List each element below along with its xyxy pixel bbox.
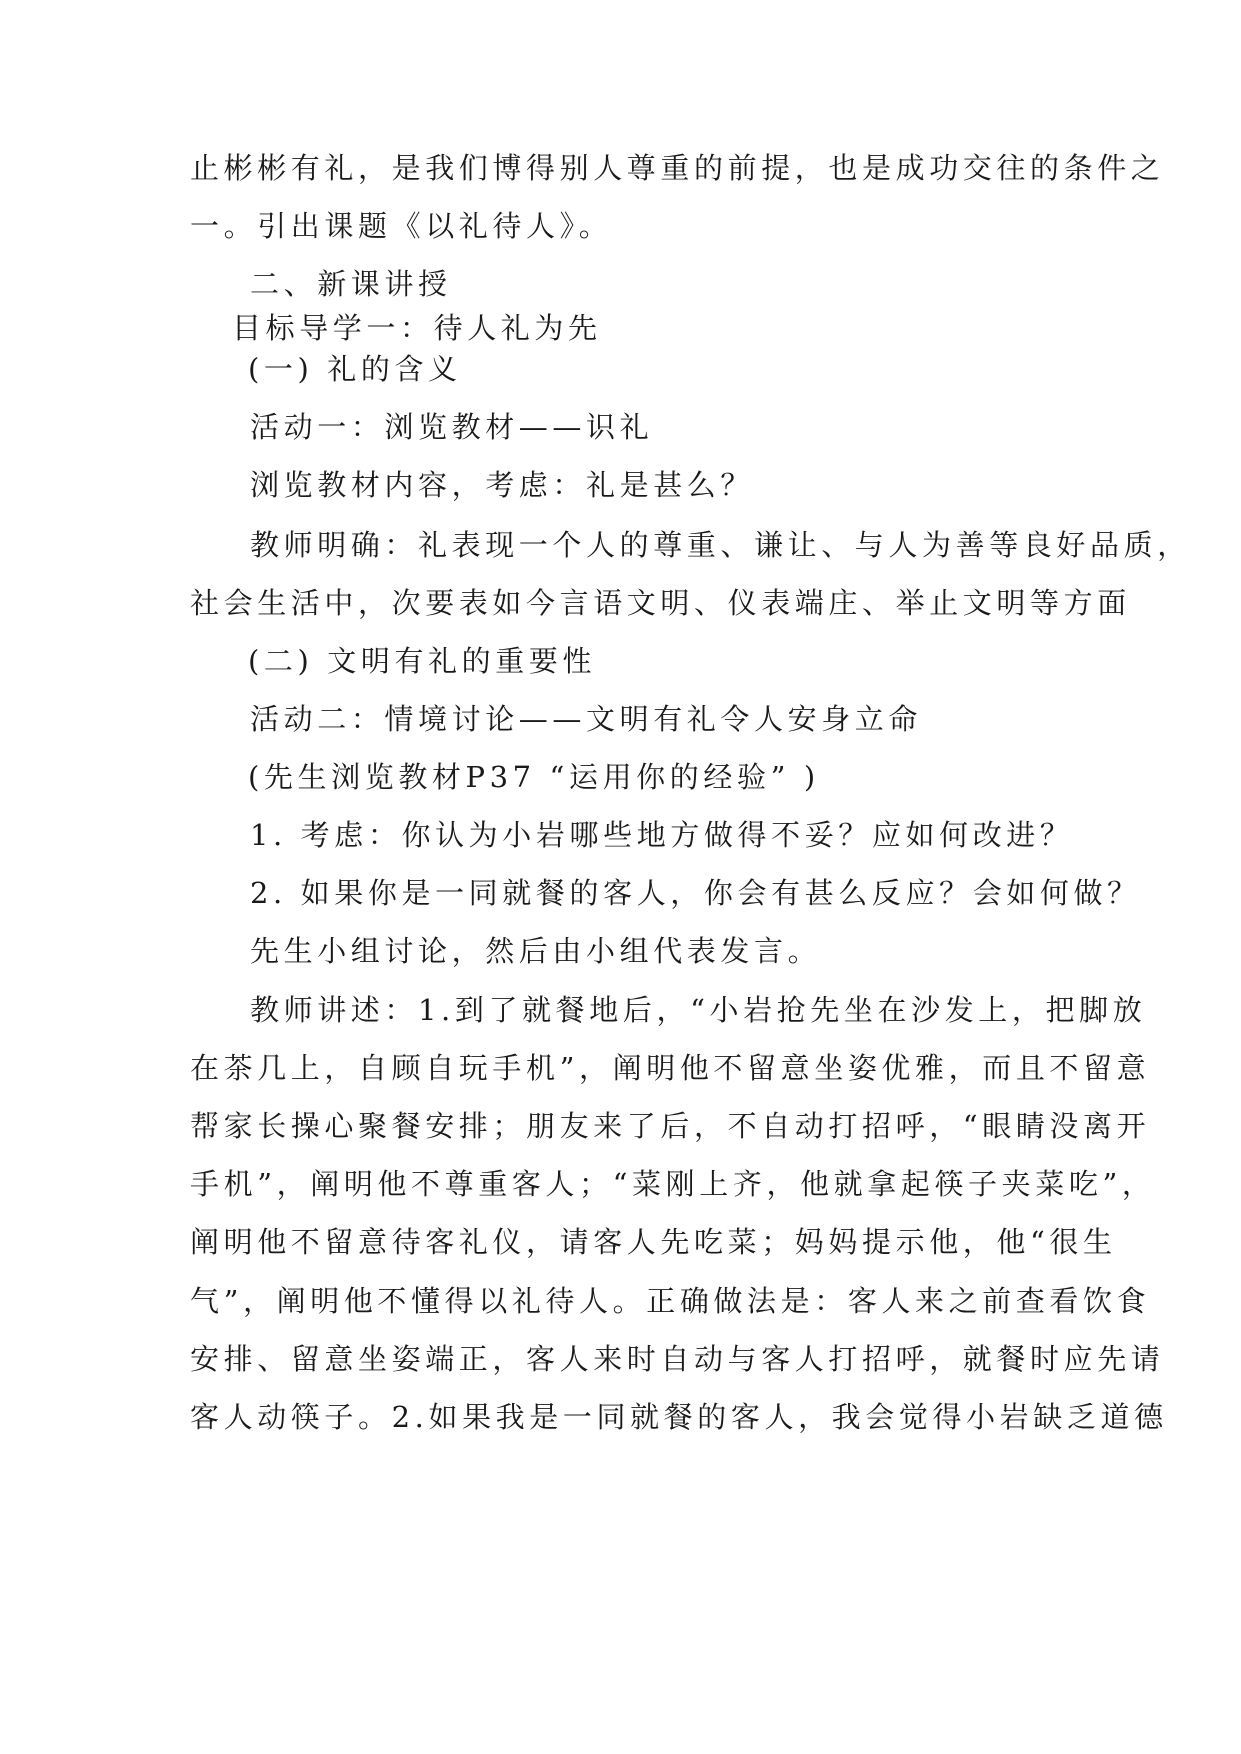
text-line-16: 教师讲述：1.到了就餐地后，“小岩抢先坐在沙发上，把脚放 — [250, 993, 1147, 1027]
activity-heading-2: 活动二：情境讨论——文明有礼令人安身立命 — [250, 702, 923, 736]
text-line-23: 客人动筷子。2.如果我是一同就餐的客人，我会觉得小岩缺乏道德 — [190, 1400, 1168, 1434]
topic-heading-1: (一) 礼的含义 — [248, 352, 462, 386]
activity-heading-1: 活动一：浏览教材——识礼 — [250, 410, 654, 444]
subsection-heading: 目标导学一：待人礼为先 — [232, 311, 602, 345]
text-line-18: 帮家长操心聚餐安排；朋友来了后，不自动打招呼，“眼睛没离开 — [190, 1109, 1151, 1143]
text-line-12: (先生浏览教材P37 “运用你的经验” ) — [248, 760, 820, 794]
question-1: 1. 考虑：你认为小岩哪些地方做得不妥？应如何改进？ — [250, 818, 1074, 852]
text-line-15: 先生小组讨论，然后由小组代表发言。 — [250, 934, 822, 968]
text-line-2: 一。引出课题《以礼待人》。 — [190, 209, 613, 243]
text-line-20: 阐明他不留意待客礼仪，请客人先吃菜；妈妈提示他，他“很生 — [190, 1225, 1117, 1259]
text-line-21: 气”，阐明他不懂得以礼待人。正确做法是：客人来之前查看饮食 — [190, 1284, 1151, 1318]
section-heading: 二、新课讲授 — [250, 267, 452, 301]
text-line-9: 社会生活中，次要表如今言语文明、仪表端庄、举止文明等方面 — [190, 586, 1131, 620]
question-2: 2. 如果你是一同就餐的客人，你会有甚么反应？会如何做？ — [250, 876, 1141, 910]
text-line-19: 手机”，阐明他不尊重客人；“菜刚上齐，他就拿起筷子夹菜吃”， — [190, 1167, 1156, 1201]
text-line-7: 浏览教材内容，考虑：礼是甚么？ — [250, 468, 755, 502]
topic-heading-2: (二) 文明有礼的重要性 — [248, 644, 597, 678]
text-line-8: 教师明确：礼表现一个人的尊重、谦让、与人为善等良好品质， — [250, 528, 1191, 562]
text-line-22: 安排、留意坐姿端正，客人来时自动与客人打招呼，就餐时应先请 — [190, 1342, 1165, 1376]
text-line-1: 止彬彬有礼，是我们博得别人尊重的前提，也是成功交往的条件之 — [190, 151, 1165, 185]
text-line-17: 在茶几上，自顾自玩手机”，阐明他不留意坐姿优雅，而且不留意 — [190, 1051, 1151, 1085]
